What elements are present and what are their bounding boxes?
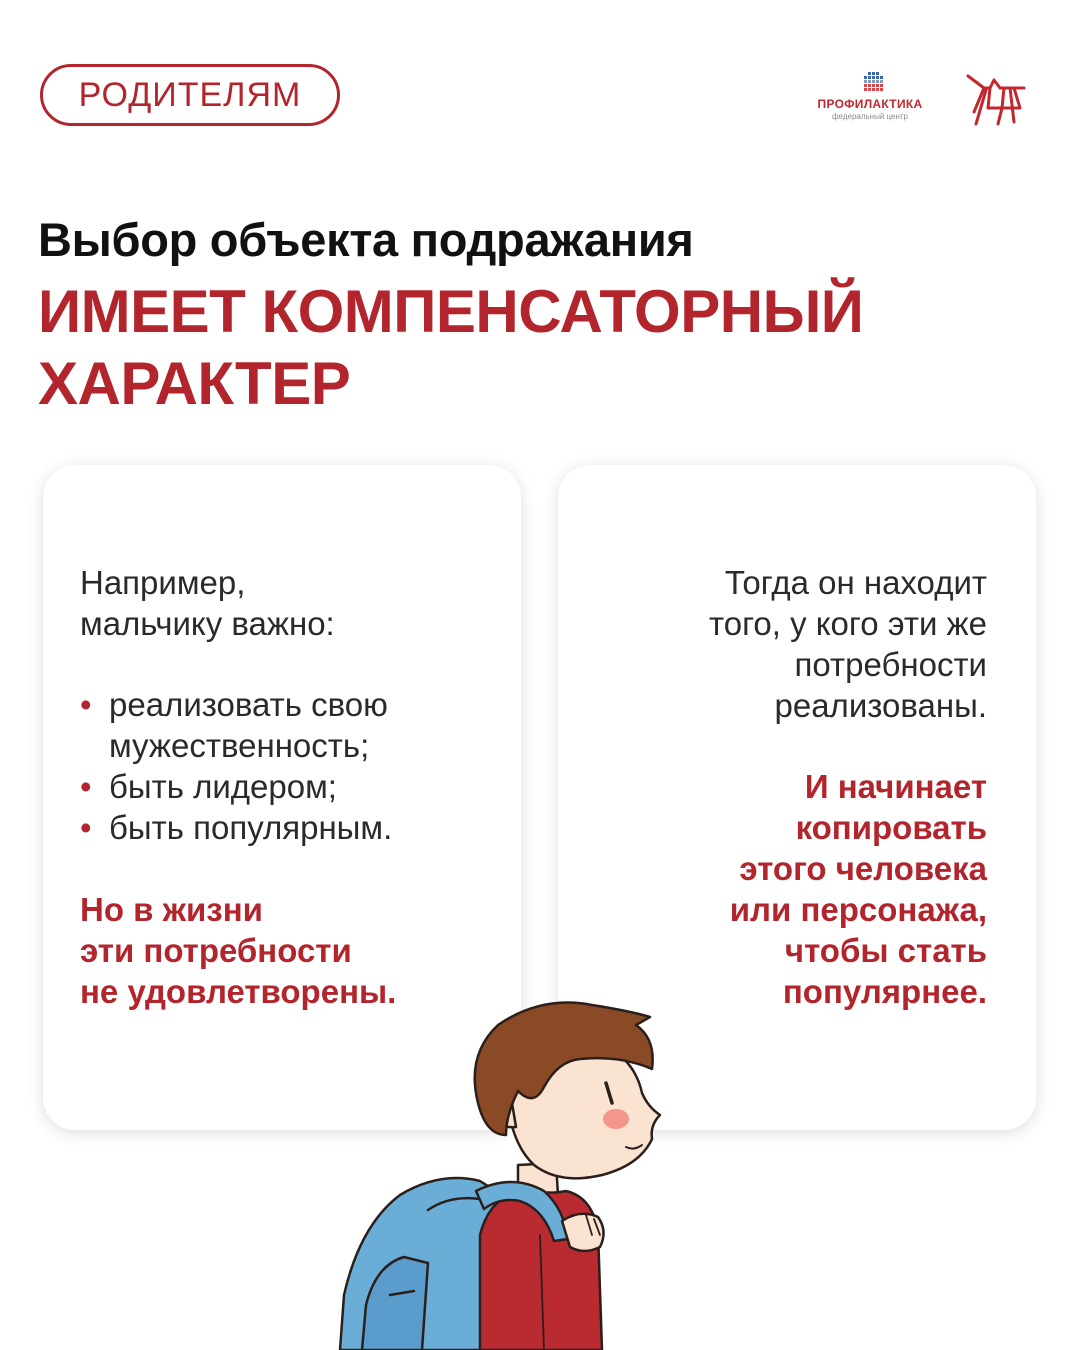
needs-list <box>80 684 500 848</box>
right-accent-line: этого человека <box>739 850 987 887</box>
right-accent-line: или персонажа, <box>729 891 987 928</box>
list-item: • реализовать свою мужественность; <box>80 684 500 766</box>
right-intro-line: потребности <box>794 646 987 683</box>
right-intro-line: реализованы. <box>774 687 987 724</box>
logo-grid-icon <box>860 72 886 96</box>
left-intro-line: мальчику важно: <box>80 605 335 642</box>
left-card-accent <box>80 889 500 1012</box>
boy-with-backpack-illustration <box>330 995 690 1350</box>
left-accent-line: не удовлетворены. <box>80 973 397 1010</box>
right-intro-line: того, у кого эти же <box>708 605 987 642</box>
right-accent-line: чтобы стать <box>784 932 987 969</box>
page-title: Выбор объекта подражания <box>38 213 694 266</box>
logo-name: ПРОФИЛАКТИКА <box>817 97 923 111</box>
left-accent-line: Но в жизни <box>80 891 263 928</box>
left-accent-line: эти потребности <box>80 932 352 969</box>
right-card-intro <box>587 562 987 726</box>
right-accent-line: копировать <box>795 809 987 846</box>
right-accent-line: популярнее. <box>782 973 987 1010</box>
list-item: • быть лидером; <box>80 766 500 807</box>
left-intro-line: Например, <box>80 564 246 601</box>
logo-subtitle: федеральный центр <box>831 112 909 121</box>
right-card-accent <box>587 766 987 1012</box>
left-card-intro <box>80 562 480 644</box>
page-headline: ИМЕЕТ КОМПЕНСАТОРНЫЙ ХАРАКТЕР <box>38 278 864 417</box>
list-item: • быть популярным. <box>80 807 500 848</box>
right-accent-line: И начинает <box>804 768 987 805</box>
audience-tag: РОДИТЕЛЯМ <box>40 64 340 126</box>
right-intro-line: Тогда он находит <box>724 564 987 601</box>
horse-logo-icon <box>964 72 1028 126</box>
profilaktika-logo <box>808 70 932 126</box>
